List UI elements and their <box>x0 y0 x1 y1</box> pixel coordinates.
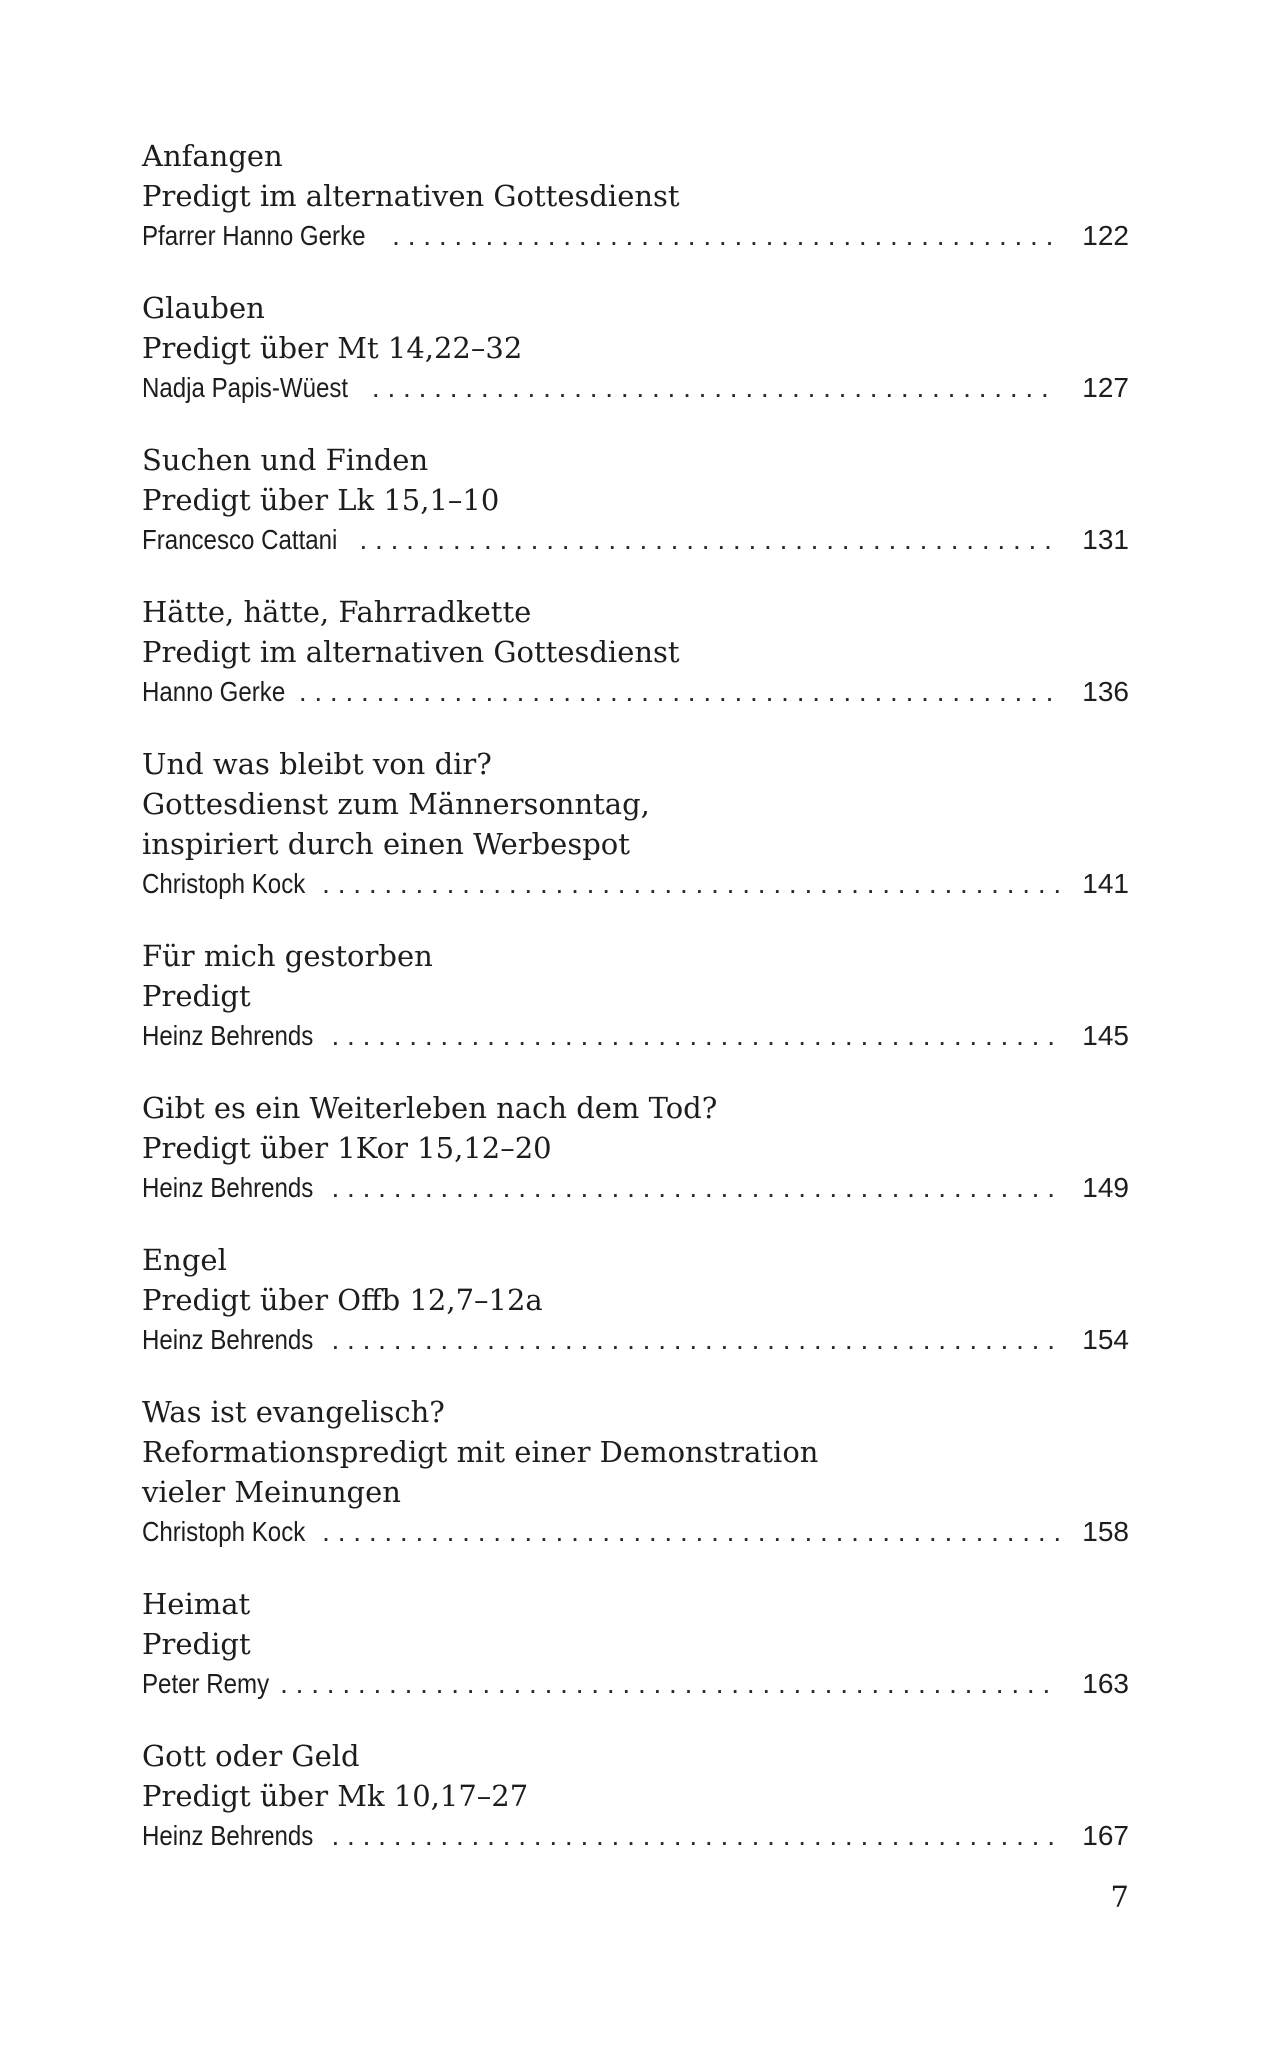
entry-author: Heinz Behrends <box>142 1820 314 1851</box>
entry-page-number: 141 <box>1082 868 1129 899</box>
toc-entry <box>142 1736 1129 1856</box>
author-row <box>142 368 1129 408</box>
entry-subtitle: Gottesdienst zum Männersonntag, <box>142 787 650 821</box>
toc-entry <box>142 1392 1129 1552</box>
dot-leader <box>322 1512 1059 1552</box>
entry-subtitle: inspiriert durch einen Werbespot <box>142 827 630 861</box>
entry-subtitle: Predigt über Mt 14,22–32 <box>142 331 523 365</box>
entry-title: Anfangen <box>142 139 283 173</box>
entry-title: Gott oder Geld <box>142 1739 360 1773</box>
entry-author: Francesco Cattani <box>142 524 338 555</box>
toc-entry <box>142 288 1129 408</box>
dot-leader <box>392 216 1059 256</box>
dot-leader <box>359 520 1059 560</box>
dot-leader <box>299 672 1059 712</box>
entry-title: Was ist evangelisch? <box>142 1395 445 1429</box>
entry-title: Für mich gestorben <box>142 939 433 973</box>
toc-entry <box>142 1240 1129 1360</box>
author-row <box>142 864 1129 904</box>
entry-author: Pfarrer Hanno Gerke <box>142 220 366 251</box>
entry-subtitle: Predigt über Offb 12,7–12a <box>142 1283 543 1317</box>
author-row <box>142 1664 1129 1704</box>
entry-subtitle: Predigt über Lk 15,1–10 <box>142 483 500 517</box>
dot-leader <box>332 1320 1060 1360</box>
entry-title: Suchen und Finden <box>142 443 429 477</box>
entry-title: Gibt es ein Weiterleben nach dem Tod? <box>142 1091 718 1125</box>
entry-title: Und was bleibt von dir? <box>142 747 492 781</box>
entry-author: Nadja Papis-Wüest <box>142 372 349 403</box>
author-row <box>142 520 1129 560</box>
entry-author: Hanno Gerke <box>142 676 286 707</box>
page-number: 7 <box>1110 1880 1129 1914</box>
author-row <box>142 672 1129 712</box>
entry-subtitle: Reformationspredigt mit einer Demonstration <box>142 1435 819 1469</box>
entry-author: Peter Remy <box>142 1668 270 1699</box>
author-row <box>142 1512 1129 1552</box>
entry-page-number: 163 <box>1082 1668 1129 1699</box>
entry-page-number: 154 <box>1082 1324 1129 1355</box>
entry-page-number: 167 <box>1082 1820 1129 1851</box>
entry-subtitle: Predigt im alternativen Gottesdienst <box>142 179 680 213</box>
entry-page-number: 131 <box>1082 524 1129 555</box>
author-row <box>142 1168 1129 1208</box>
entry-subtitle: Predigt im alternativen Gottesdienst <box>142 635 680 669</box>
entry-page-number: 136 <box>1082 676 1129 707</box>
entry-author: Heinz Behrends <box>142 1324 314 1355</box>
table-of-contents <box>142 136 1129 1888</box>
entry-subtitle: Predigt <box>142 979 251 1013</box>
entry-page-number: 122 <box>1082 220 1129 251</box>
entry-subtitle: Predigt über Mk 10,17–27 <box>142 1779 529 1813</box>
entry-title: Glauben <box>142 291 265 325</box>
entry-author: Christoph Kock <box>142 868 306 899</box>
entry-page-number: 127 <box>1082 372 1129 403</box>
dot-leader <box>280 1664 1059 1704</box>
dot-leader <box>332 1816 1060 1856</box>
dot-leader <box>332 1168 1060 1208</box>
entry-author: Christoph Kock <box>142 1516 306 1547</box>
dot-leader <box>372 368 1059 408</box>
author-row <box>142 1816 1129 1856</box>
entry-page-number: 149 <box>1082 1172 1129 1203</box>
toc-entry <box>142 1088 1129 1208</box>
entry-title: Hätte, hätte, Fahrradkette <box>142 595 532 629</box>
entry-subtitle: Predigt über 1Kor 15,12–20 <box>142 1131 552 1165</box>
toc-entry <box>142 1584 1129 1704</box>
toc-entry <box>142 592 1129 712</box>
author-row <box>142 216 1129 256</box>
entry-title: Heimat <box>142 1587 251 1621</box>
entry-author: Heinz Behrends <box>142 1172 314 1203</box>
toc-entry <box>142 136 1129 256</box>
entry-page-number: 145 <box>1082 1020 1129 1051</box>
toc-entry <box>142 744 1129 904</box>
entry-subtitle: Predigt <box>142 1627 251 1661</box>
toc-entry <box>142 936 1129 1056</box>
entry-title: Engel <box>142 1243 227 1277</box>
entry-subtitle: vieler Meinungen <box>142 1475 401 1509</box>
author-row <box>142 1016 1129 1056</box>
entry-author: Heinz Behrends <box>142 1020 314 1051</box>
toc-entry <box>142 440 1129 560</box>
dot-leader <box>322 864 1059 904</box>
dot-leader <box>332 1016 1060 1056</box>
author-row <box>142 1320 1129 1360</box>
entry-page-number: 158 <box>1082 1516 1129 1547</box>
